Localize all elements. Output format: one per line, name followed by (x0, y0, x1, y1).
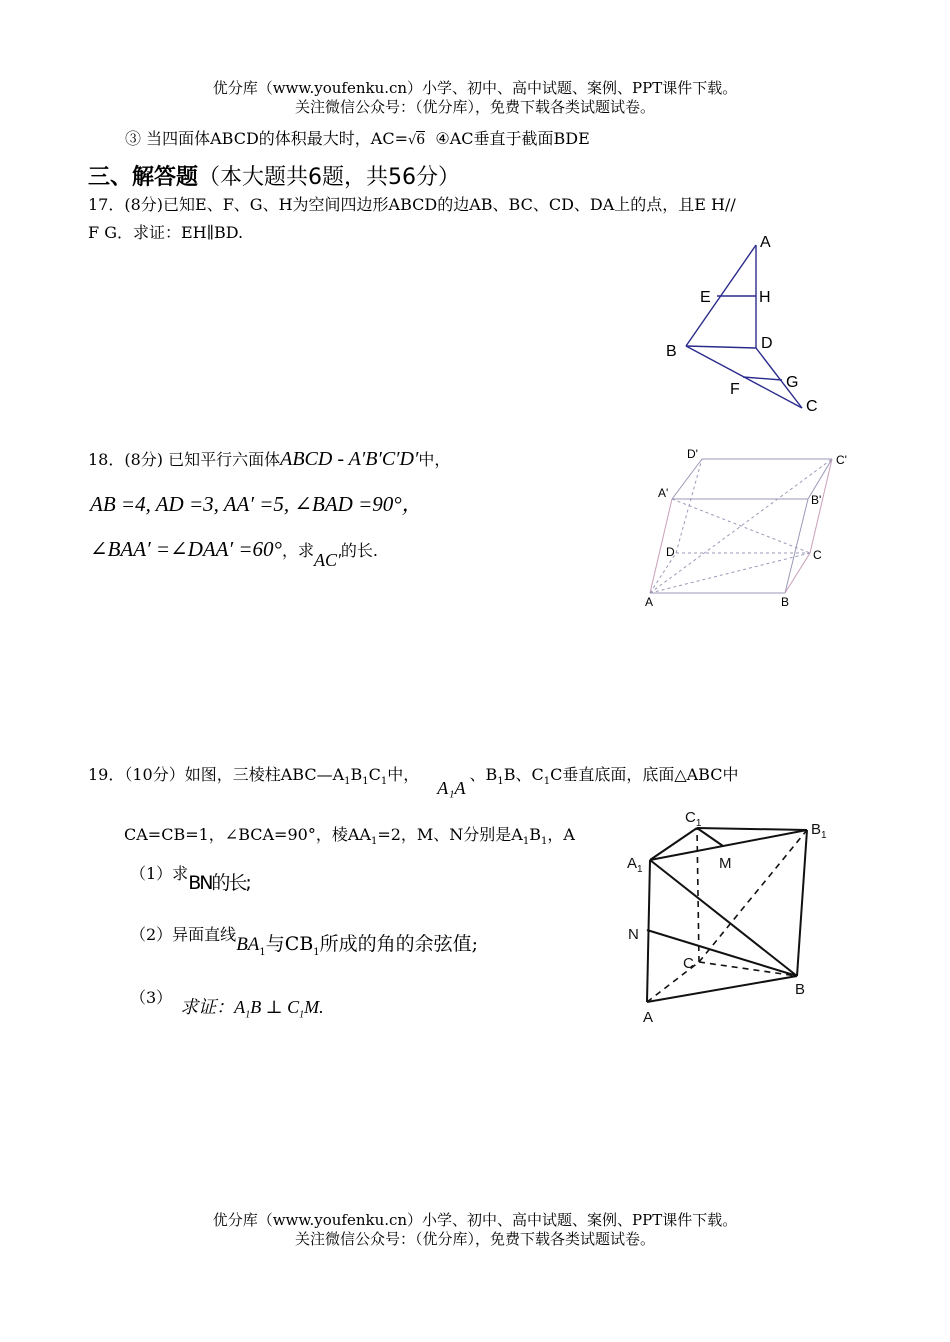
q19-part-2 (130, 923, 479, 958)
section-title-bold: 三、解答题 (88, 165, 199, 190)
q19-line-1 (88, 763, 878, 798)
label-a: A (760, 234, 771, 251)
q18-figure (640, 445, 860, 615)
sqrt-arg: 6 (416, 132, 426, 148)
q19-l1g: C垂直底面，底面△ABC中 (550, 765, 739, 784)
sub-1h: 1 (540, 836, 548, 848)
q19-p2-label: （2）异面直线 (130, 925, 237, 944)
q18-line-1 (88, 448, 450, 471)
diag-a1c (672, 499, 810, 553)
q19-p2-text: 与CB (265, 933, 314, 955)
q17-line-2: F G．求证：EH∥BD. (88, 223, 244, 242)
q19-p2-math: BA (236, 934, 260, 955)
q19-p2-text2: 所成的角的余弦值; (319, 933, 479, 955)
label-a: A (643, 1009, 654, 1026)
label-a: A (645, 595, 654, 609)
q19-p3-text3: M. (304, 997, 324, 1017)
q19-part-3 (130, 986, 324, 1021)
sqrt-sign: √ (407, 133, 417, 148)
label-g: G (786, 374, 799, 391)
sub-1d: 1 (497, 776, 504, 788)
sub-1e: 1 (543, 776, 551, 788)
sub-1f: 1 (370, 836, 378, 848)
q18-line1-b: 中， (418, 450, 451, 469)
section-title (88, 160, 460, 191)
sub-1g: 1 (522, 836, 530, 848)
q19-p1-text: BN的长; (188, 872, 250, 894)
q19-p3-text2: B ⊥ C (250, 997, 300, 1017)
edge-ad (650, 553, 676, 593)
label-b: B (666, 343, 677, 360)
q19-part-1 (130, 862, 250, 894)
edge-cc1 (697, 828, 699, 962)
q19-l2b: =2，M、N分别是A (377, 825, 523, 844)
label-c: C (683, 955, 694, 972)
label-b1: $B_1$ (811, 821, 827, 841)
sub-1b: 1 (362, 776, 369, 788)
footer-line-1: 优分库（www.youfenku.cn）小学、初中、高中试题、案例、PPT课件下载。 (212, 1211, 738, 1229)
q18-line3-math: ∠BAA′ =∠DAA′ =60° (90, 537, 282, 561)
label-c1: $C_1$ (685, 809, 702, 829)
label-d: D (666, 545, 675, 559)
q19-l1d: 中， (387, 765, 420, 784)
q19-p2-sub2: 1 (313, 946, 320, 958)
q19-l1a: 19．（10分）如图，三棱柱ABC—A (88, 765, 345, 784)
q19-figure (615, 800, 845, 1030)
q19-line-2 (124, 824, 575, 853)
label-f: F (730, 381, 740, 398)
prev-item-part1: ③ 当四面体ABCD的体积最大时，AC= (125, 129, 408, 148)
q19-p3-label: （3） (130, 988, 173, 1007)
q19-l1c: C (368, 765, 381, 784)
sub-1c: 1 (380, 776, 388, 788)
label-b: B (781, 595, 790, 609)
label-a1: A' (658, 486, 669, 500)
label-b1: B' (811, 493, 822, 507)
q18-line3-math2: AC′ (313, 550, 341, 570)
q19-p1-label: （1）求 (130, 864, 189, 883)
q19-p3-text: 求证：A (180, 997, 246, 1017)
q18-line3-b: 的长. (340, 541, 378, 560)
edge-nb (647, 930, 797, 976)
edge-bb1 (797, 830, 807, 976)
label-n: N (628, 926, 639, 943)
label-d: D (761, 335, 773, 352)
q18-line1-a: 18．(8分) 已知平行六面体 (88, 450, 281, 469)
q17-line-1: 17．(8分)已知E、F、G、H为空间四边形ABCD的边AB、BC、CD、DA上的点，且E H// (88, 195, 736, 214)
q19-l1b: B (350, 765, 363, 784)
label-c1: C' (836, 453, 847, 467)
q19-l2c: B (529, 825, 541, 844)
q19-l1f: B、C (503, 765, 544, 784)
label-a1: $A_1$ (627, 855, 643, 875)
q19-l1e: 、B (469, 765, 498, 784)
edge-bb1 (785, 499, 808, 593)
prev-item-part2: ④AC垂直于截面BDE (435, 129, 590, 148)
q18-line3-a: ，求 (281, 541, 314, 560)
label-m: M (719, 855, 732, 872)
label-h: H (759, 289, 771, 306)
q17-figure (650, 228, 840, 418)
section-title-rest: （本大题共6题，共56分） (198, 165, 461, 190)
edge-c1b1 (697, 828, 807, 830)
q19-p2-sub: 1 (259, 946, 266, 958)
prev-item (125, 128, 590, 152)
q19-l2a: CA=CB=1，∠BCA=90°，棱AA (124, 825, 371, 844)
edge-ab (647, 976, 797, 1002)
edge-a1b (650, 860, 797, 976)
footer-line-2: 关注微信公众号：（优分库），免费下载各类试题试卷。 (294, 1230, 655, 1248)
q18-line-2: AB =4, AD =3, AA′ =5, ∠BAD =90°， (90, 492, 423, 516)
q19-p3-sub2: 1 (299, 1009, 305, 1021)
label-c: C (806, 398, 818, 415)
q18-line-3 (90, 537, 378, 571)
label-e: E (700, 289, 711, 306)
header-line-1: 优分库（www.youfenku.cn）小学、初中、高中试题、案例、PPT课件下载。 (212, 79, 738, 97)
edge-bd (686, 346, 756, 348)
sub-1: 1 (344, 776, 351, 788)
edge-c1m (697, 828, 723, 846)
q19-l1-math: A₁A (437, 778, 466, 798)
label-d1: D' (687, 447, 698, 461)
label-b: B (795, 981, 806, 998)
q18-line1-math: ABCD - A′B′C′D′ (280, 448, 419, 470)
header-line-2: 关注微信公众号：（优分库），免费下载各类试题试卷。 (294, 98, 655, 116)
q19-p3-sub: 1 (245, 1009, 251, 1021)
edge-bc (785, 553, 810, 593)
edge-a1d1 (672, 459, 702, 499)
q19-l2d: ，A (547, 825, 575, 844)
label-c: C (813, 548, 822, 562)
